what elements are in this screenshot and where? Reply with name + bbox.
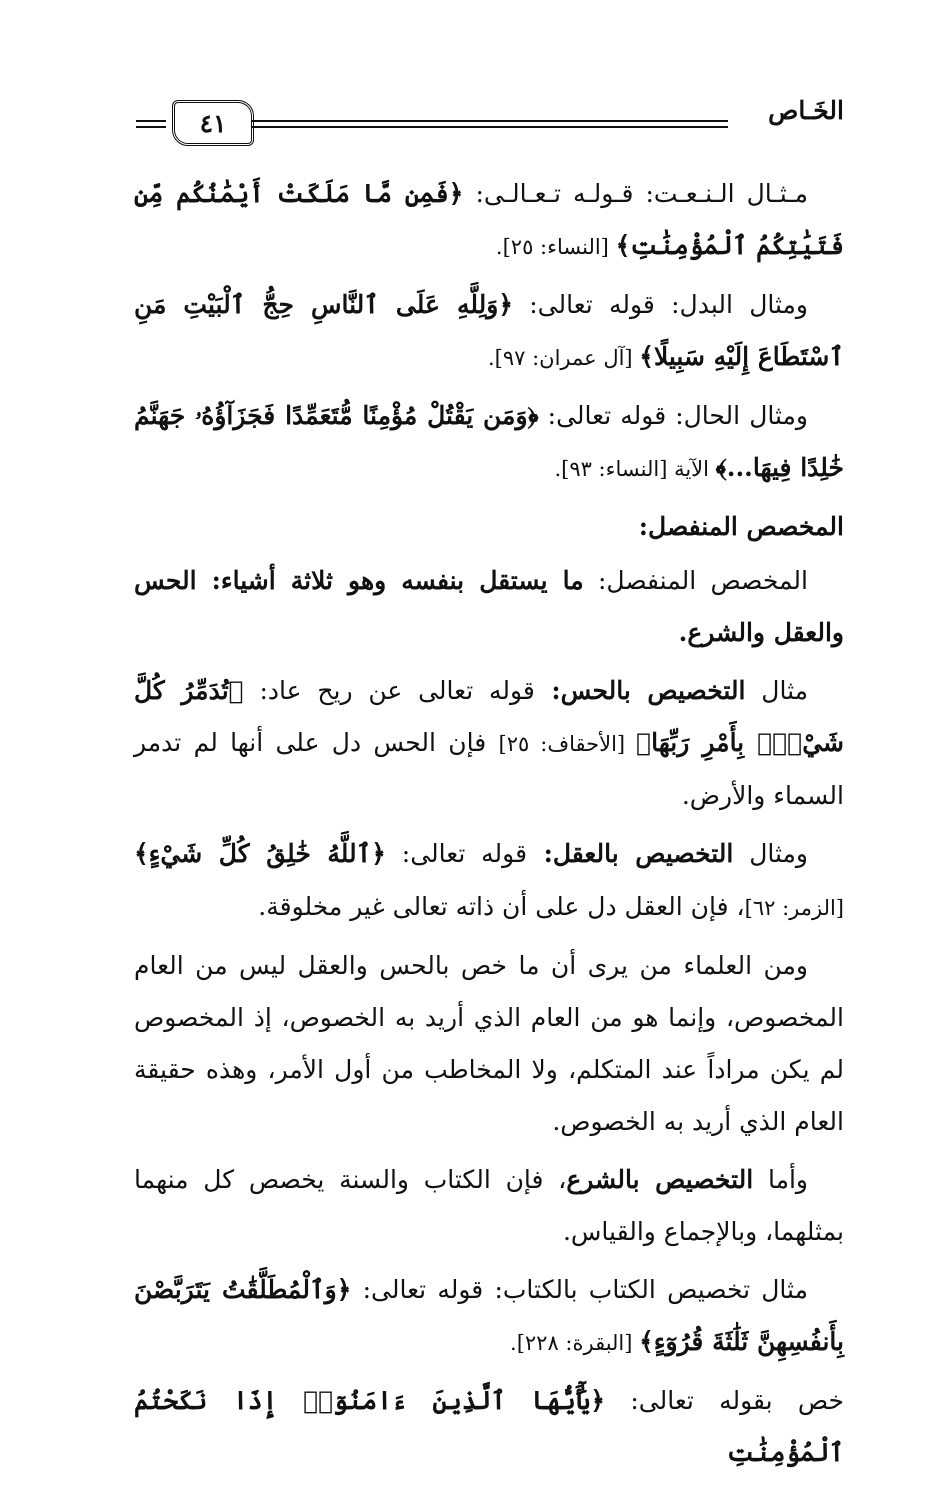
paragraph-specified-by-verse [134, 1375, 844, 1479]
text-span: وأما [753, 1165, 808, 1194]
paragraph-separate-specifier [134, 555, 844, 659]
text-span: قوله تعالى: [385, 839, 528, 868]
quran-quote: ﴿فَمِن مَّا مَلَكَتْ أَيْمَٰنُكُم مِّن فَتَيَٰتِكُمُ ٱلْمُؤْمِنَٰتِ﴾ [134, 179, 844, 260]
paragraph-shariah-specification [134, 1154, 844, 1258]
text-span: ومثال الحال: قوله تعالى: [538, 401, 808, 430]
bold-text: التخصيص بالحس: [534, 676, 746, 705]
text-span: مـثـال الـنـعـت: قـولـه تـعـالـى: [463, 179, 808, 208]
text-span: ومثال [733, 839, 808, 868]
quran-quote: ﴿وَٱلْمُطَلَّقَٰتُ يَتَرَبَّصْنَ بِأَنفُسِهِنَّ ثَلَٰثَةَ قُرُوٓءٍ﴾ [134, 1275, 844, 1356]
quran-quote: ﴿تُدَمِّرُ كُلَّ شَيْءٍۭ بِأَمْرِ رَبِّهَا﴾ [134, 676, 844, 757]
text-span: مثال تخصيص الكتاب بالكتاب: قوله تعالى: [351, 1275, 808, 1304]
bold-text: التخصيص بالشرع [566, 1165, 754, 1194]
header-rule-left [136, 120, 166, 128]
text-span: قوله تعالى عن ريح عاد: [243, 676, 535, 705]
paragraph-sense-specification [134, 665, 844, 822]
text-span: المخصص المنفصل: [583, 566, 808, 595]
text-span: فإن الحس دل على أنها لم تدمر السماء والأرض. [134, 728, 844, 810]
quran-quote: ﴿وَلِلَّهِ عَلَى ٱلنَّاسِ حِجُّ ٱلْبَيْتِ مَنِ ٱسْتَطَاعَ إِلَيْهِ سَبِيلًا﴾ [134, 290, 844, 371]
text-span: ومثال البدل: قوله تعالى: [512, 290, 808, 319]
verse-reference: [آل عمران: ٩٧]. [487, 346, 640, 370]
running-title: الخَـاص [768, 96, 844, 125]
page-body [134, 168, 844, 1485]
quran-quote: ﴿وَمَن يَقْتُلْ مُؤْمِنًا مُّتَعَمِّدًا فَجَزَآؤُهُۥ جَهَنَّمُ خَٰلِدًا فِيهَا...﴾ [134, 401, 844, 482]
text-span: مثال [745, 676, 808, 705]
text-span: ، فإن الكتاب والسنة يخصص كل منهما بمثلهما، وبالإجماع والقياس. [134, 1165, 844, 1246]
verse-reference: [الزمر: ٦٢] [744, 896, 844, 920]
paragraph-reason-specification [134, 828, 844, 934]
quran-quote: ﴿ٱللَّهُ خَٰلِقُ كُلِّ شَيْءٍ﴾ [134, 839, 386, 868]
page-header [128, 86, 844, 146]
verse-reference: [النساء: ٢٥]. [495, 235, 616, 259]
text-span: خص بقوله تعالى: [605, 1386, 844, 1415]
paragraph-scholars-view: ومن العلماء من يرى أن ما خص بالحس والعقل ليس من العام المخصوص، وإنما هو من العام الذي أريد به الخصوص، إذ المخصوص لم يكن مراداً عند المتكلم، ولا المخاطب من أول الأمر، وهذه حقيقة العام الذي أريد به الخصوص. [134, 951, 844, 1136]
verse-reference: [البقرة: ٢٢٨]. [510, 1331, 640, 1355]
section-heading: المخصص المنفصل: [638, 512, 844, 541]
page-number-badge [172, 100, 254, 146]
text-span: ، فإن العقل دل على أن ذاته تعالى غير مخلوقة. [258, 892, 745, 921]
paragraph-adjective-example [134, 168, 844, 273]
quran-quote: ﴿يَٰٓأَيُّهَا ٱلَّذِينَ ءَامَنُوٓا۟ إِذَا نَكَحْتُمُ ٱلْمُؤْمِنَٰتِ [134, 1386, 844, 1467]
bold-text: ما يستقل بنفسه وهو ثلاثة أشياء: الحس والعقل والشرع. [134, 566, 844, 647]
bold-text: التخصيص بالعقل: [527, 839, 734, 868]
page-number: ٤١ [199, 108, 227, 138]
paragraph-substitute-example [134, 279, 844, 384]
verse-reference: [الأحقاف: ٢٥] [498, 732, 637, 756]
paragraph-book-by-book-example [134, 1264, 844, 1369]
paragraph-circumstance-example [134, 390, 844, 495]
header-rule-right [252, 120, 728, 128]
verse-reference: الآية [النساء: ٩٣]. [554, 457, 716, 481]
